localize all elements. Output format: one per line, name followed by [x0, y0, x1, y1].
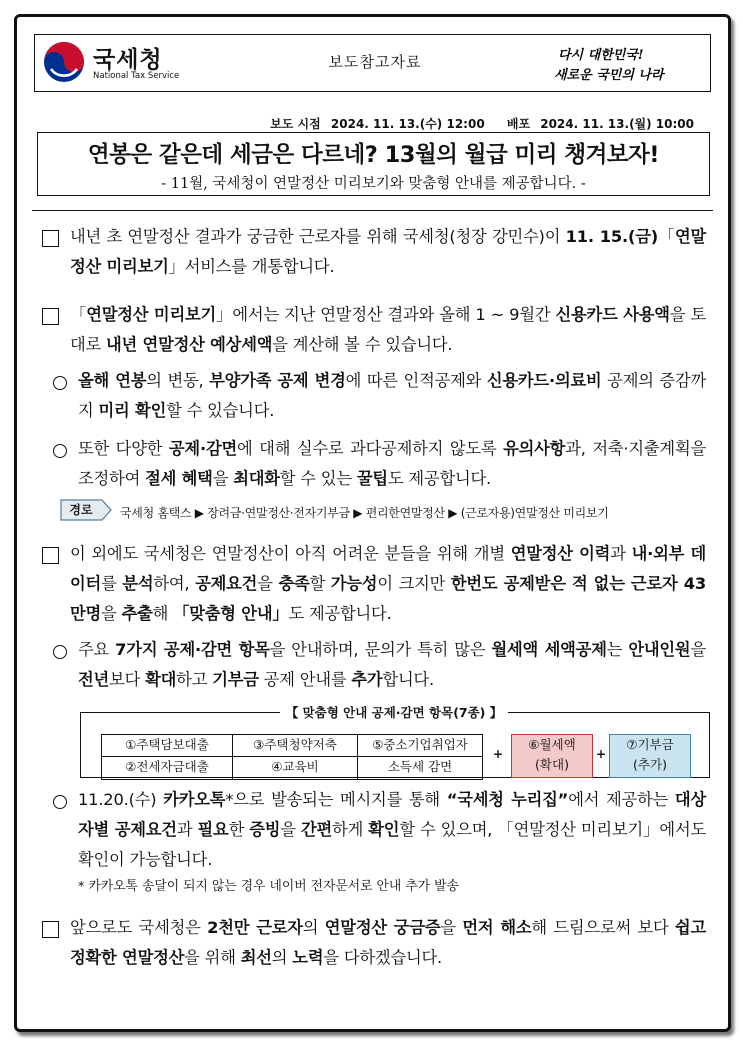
text: 을 다하겠습니다. [323, 948, 443, 967]
text-bold: 7가지 공제·감면 항목 [115, 640, 270, 659]
text: 는 [606, 640, 629, 659]
text: 해 드림으로써 보다 [531, 918, 675, 937]
text: 에 대해 실수로 과다공제하지 않도록 [237, 439, 504, 458]
text-bold: 연말정산 미리보기 [70, 227, 706, 276]
text-bold: 절세 혜택 [145, 469, 213, 488]
paragraph-4 [40, 913, 706, 973]
square-bullet-icon [42, 230, 59, 247]
paragraph-1 [40, 222, 706, 282]
route-path: 국세청 홈택스 ▶ 장려금·연말정산·전자기부금 ▶ 편리한연말정산 ▶ (근로자용)연말정산 미리보기 [120, 506, 609, 520]
text-bold: 올해 연봉 [78, 371, 147, 390]
text-bold: 먼저 해소 [462, 918, 532, 937]
item-donation: ⑦기부금 [626, 737, 674, 752]
text: 을 계산해 볼 수 있습니다. [272, 335, 453, 354]
text: 「 [70, 305, 87, 324]
text: 을 [280, 820, 301, 839]
sub-item-1 [40, 366, 706, 426]
item-mortgage-loan: ①주택담보대출 [125, 737, 209, 752]
text: 을 [101, 604, 122, 623]
item-monthly-rent: ⑥월세액 [528, 737, 576, 752]
text: 과 [610, 544, 632, 563]
text: 를 [101, 574, 123, 593]
item-donation-box [609, 734, 691, 778]
text-bold: 간편 [301, 820, 333, 839]
text-bold: 카카오톡 [163, 790, 226, 809]
text-bold: 확대 [145, 670, 177, 689]
text-bold: 최선 [240, 948, 272, 967]
text-bold: 가능성 [330, 574, 378, 593]
text-bold: 최대화 [233, 469, 280, 488]
text: 해 [152, 604, 174, 623]
text-bold: 신용카드·의료비 [486, 371, 602, 390]
text-bold: 추출 [121, 604, 153, 623]
text: 주요 [78, 640, 116, 659]
item-sme-line2: 소득세 감면 [387, 759, 453, 774]
text-bold: 안내인원 [628, 640, 691, 659]
text: 에서 제공하는 [568, 790, 675, 809]
circle-bullet-icon [53, 795, 67, 809]
items-grid [101, 734, 483, 780]
document-type: 보도참고자료 [328, 53, 422, 71]
text-bold: 확인 [368, 820, 400, 839]
text-bold: 연말정산 궁금증 [324, 918, 441, 937]
text: 공제 안내를 [258, 670, 352, 689]
text: 보다 [109, 670, 146, 689]
text: *으로 발송되는 메시지를 통해 [225, 790, 447, 809]
text: 도 제공합니다. [288, 604, 392, 623]
text: 을 토대로 [70, 305, 706, 354]
text: 이 외에도 국세청은 연말정산이 아직 어려운 분들을 위해 개별 [70, 544, 511, 563]
distribution-label: 배포 [506, 117, 531, 131]
sub-item-2 [40, 434, 706, 494]
text: 할 수 있는 [279, 469, 357, 488]
text-bold: 연말정산 미리보기 [86, 305, 217, 324]
text: 의 변동, [146, 371, 210, 390]
table-frame [80, 712, 710, 778]
text-bold: 유의사항 [503, 439, 566, 458]
text: 이 크지만 [377, 574, 451, 593]
route-tag-icon [60, 499, 112, 521]
text: 하고 [176, 670, 213, 689]
letterhead [34, 34, 711, 92]
text: 할 [309, 574, 331, 593]
footnote: * 카카오톡 송달이 되지 않는 경우 네이버 전자문서로 안내 추가 발송 [78, 879, 459, 894]
text: 할 수 있으며, 「연말정산 미리보기」에서도 확인이 가능합니다. [78, 820, 707, 869]
text-bold: 미리 확인 [98, 401, 167, 420]
text-bold: 분석 [122, 574, 154, 593]
text-bold: 「맞춤형 안내」 [173, 604, 289, 623]
text: 을 [212, 469, 234, 488]
text: 에 따른 인적공제와 [345, 371, 487, 390]
text: 합니다. [382, 670, 434, 689]
embargo-value: 2024. 11. 13.(수) 12:00 [330, 117, 485, 131]
text: 도 제공합니다. [387, 469, 492, 488]
text-bold: 증빙 [249, 820, 281, 839]
item-housing-savings: ③주택청약저축 [253, 737, 337, 752]
svg-text:새로운 국민의 나라: 새로운 국민의 나라 [554, 68, 664, 83]
text: 한 [228, 820, 250, 839]
sub-item-4 [40, 785, 706, 899]
svg-text:다시 대한민국!: 다시 대한민국! [558, 48, 644, 63]
text: 의 [302, 918, 325, 937]
text: 할 수 있습니다. [166, 401, 275, 420]
divider [32, 210, 713, 211]
text-bold: 추가 [351, 670, 383, 689]
agency-name-english: National Tax Service [93, 71, 180, 81]
body-content [40, 222, 706, 973]
subheadline: - 11월, 국세청이 연말정산 미리보기와 맞춤형 안내를 제공합니다. - [161, 176, 586, 192]
text-bold: 공제요건 [195, 574, 258, 593]
agency-logo [43, 41, 203, 85]
item-sme-line1: ⑤중소기업취업자 [372, 737, 468, 752]
plus-sign: + [596, 747, 607, 761]
text: 」에서는 지난 연말정산 결과와 올해 1 ~ 9월간 [216, 305, 556, 324]
text: 또한 다양한 [78, 439, 169, 458]
text-bold: 전년 [78, 670, 110, 689]
item-jeonse-loan: ②전세자금대출 [125, 759, 209, 774]
text: 내년 초 연말정산 결과가 궁금한 근로자를 위해 국세청(청장 강민수)이 [70, 227, 566, 246]
taegeuk-emblem-icon [43, 41, 85, 83]
text-bold: 연말정산 이력 [510, 544, 611, 563]
navigation-route [40, 497, 706, 525]
item-monthly-rent-box [511, 734, 593, 778]
text-bold: 한번도 공제받은 적 없는 근로자 43만명 [70, 574, 706, 623]
text: 의 [271, 948, 293, 967]
text: 을 안내하며, 문의가 특히 많은 [269, 640, 492, 659]
title-box [37, 132, 710, 196]
text: 하게 [332, 820, 369, 839]
circle-bullet-icon [53, 645, 67, 659]
text: 과 [176, 820, 198, 839]
text-bold: 충족 [278, 574, 310, 593]
text: 하여, [153, 574, 196, 593]
text: 과, 저축·지출계획을 조정하여 [78, 439, 707, 488]
text-bold: 꿀팁 [356, 469, 388, 488]
item-monthly-rent-note: (확대) [535, 757, 569, 772]
text-bold: 노력 [292, 948, 324, 967]
embargo-label: 보도 시점 [270, 117, 321, 131]
text-bold: 대상자별 공제요건 [78, 790, 706, 839]
plus-sign: + [493, 747, 504, 761]
paragraph-3 [40, 539, 706, 629]
text-bold: “국세청 누리집” [446, 790, 569, 809]
distribution-value: 2024. 11. 13.(월) 10:00 [540, 117, 694, 131]
text-bold: 기부금 [212, 670, 259, 689]
agency-name-korean: 국세청 [93, 47, 163, 73]
circle-bullet-icon [53, 376, 67, 390]
square-bullet-icon [42, 921, 59, 938]
square-bullet-icon [42, 547, 59, 564]
text: 을 [440, 918, 463, 937]
text-bold: 내년 연말정산 예상세액 [106, 335, 273, 354]
text: 앞으로도 국세청은 [70, 918, 208, 937]
text-bold: 월세액 세액공제 [491, 640, 607, 659]
headline: 연봉은 같은데 세금은 다르네? 13월의 월급 미리 챙겨보자! [87, 142, 660, 168]
square-bullet-icon [42, 308, 59, 325]
text: 을 위해 [184, 948, 241, 967]
text-bold: 11. 15.(금) [565, 227, 659, 246]
svg-text:경로: 경로 [69, 503, 93, 517]
text: 「 [658, 227, 675, 246]
text-bold: 공제·감면 [168, 439, 238, 458]
item-donation-note: (추가) [633, 757, 667, 772]
handwritten-slogan [552, 39, 702, 87]
table-title: 【 맞춤형 안내 공제·감면 항목(7종) 】 [80, 703, 708, 721]
sub-item-3 [40, 635, 706, 695]
text: 을 [690, 640, 706, 659]
circle-bullet-icon [53, 444, 67, 458]
text-bold: 부양가족 공제 변경 [209, 371, 346, 390]
text-bold: 신용카드 사용액 [555, 305, 670, 324]
text-bold: 필요 [197, 820, 229, 839]
paragraph-2 [40, 300, 706, 360]
text: 」서비스를 개통합니다. [168, 257, 335, 276]
text-bold: 내·외부 데이터 [70, 544, 706, 593]
text-bold: 쉽고 정확한 연말정산 [70, 918, 706, 967]
deduction-items-table [40, 703, 706, 779]
text: 공제의 증감까지 [78, 371, 706, 420]
item-education: ④교육비 [271, 759, 319, 774]
text: 11.20.(수) [78, 790, 164, 809]
release-info [264, 115, 694, 132]
text-bold: 2천만 근로자 [207, 918, 303, 937]
text: 을 [257, 574, 279, 593]
